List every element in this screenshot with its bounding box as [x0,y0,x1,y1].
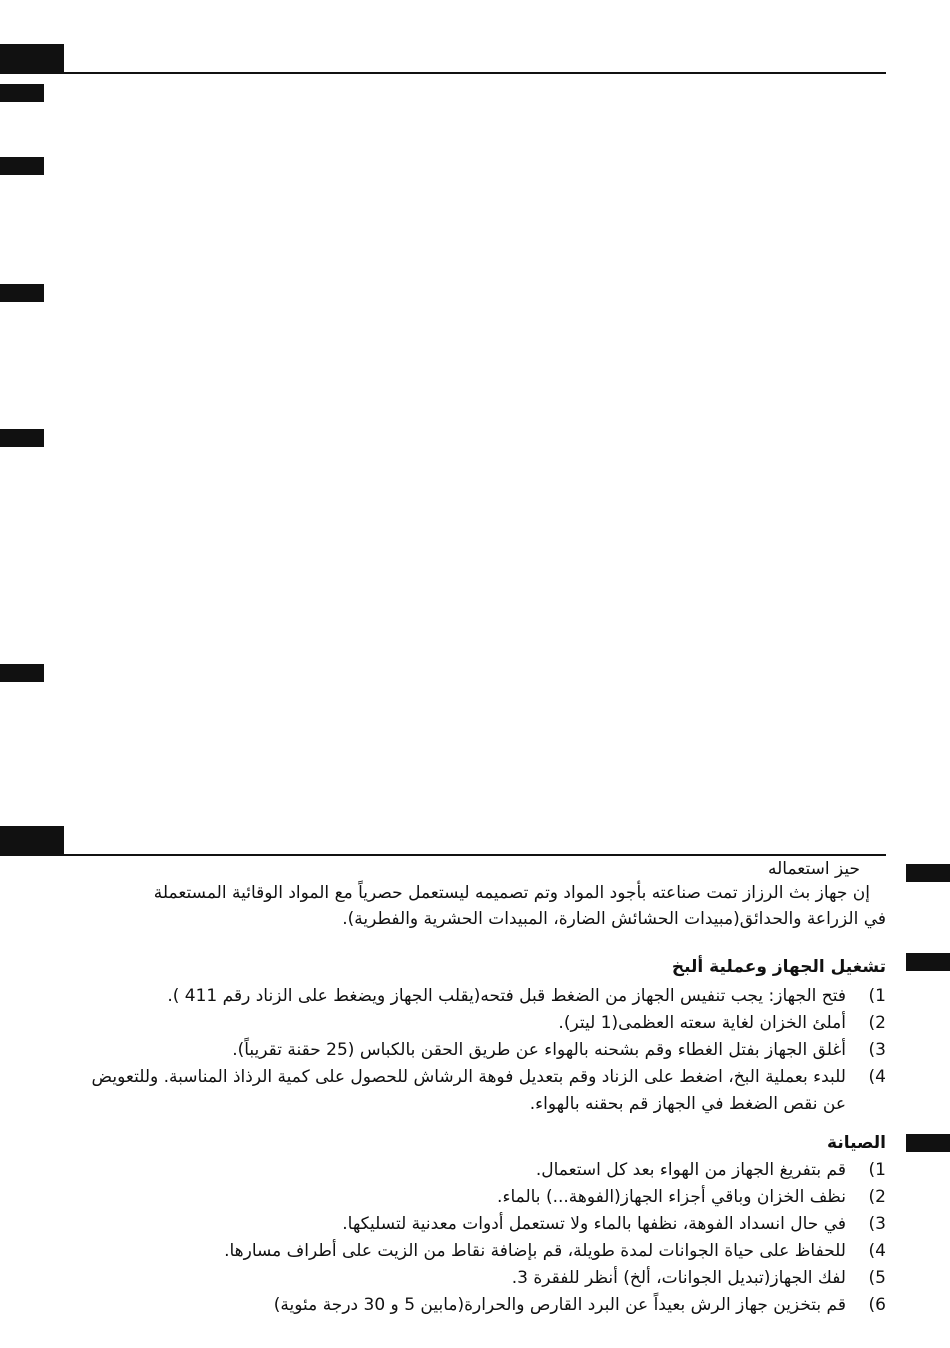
arabic-section-header-block [0,826,64,856]
list-item [66,1037,886,1064]
list-item-text: لفك الجهاز(تبديل الجوانات، ألخ) أنظر للفقرة 3. [511,1268,846,1288]
top-section-rule [64,72,886,74]
list-item [66,1064,886,1118]
list-item [66,1157,886,1184]
list-item-text-continued: عن نقص الضغط في الجهاز قم بحقنه بالهواء. [529,1094,846,1114]
list-item-number: (2 [868,1187,886,1207]
side-marker-5 [0,664,44,682]
list-item-number: (6 [868,1295,886,1315]
list-item-text: قم بتخزين جهاز الرش بعيداً عن البرد القارص والحرارة(مابين 5 و 30 درجة مئوية) [273,1295,846,1315]
list-item [66,1184,886,1211]
list-item [66,1238,886,1265]
list-item-text: أغلق الجهاز بفتل الغطاء وقم بشحنه بالهواء عن طريق الحقن بالكباس (25 حقنة تقريباً). [232,1040,846,1060]
list-item-number: (3 [868,1214,886,1234]
side-marker-1 [0,84,44,102]
list-item [66,1010,886,1037]
top-section-header-block [0,44,64,74]
list-item-number: (1 [868,1160,886,1180]
side-marker-4 [0,429,44,447]
list-item-text: للبدء بعملية البخ، اضغط على الزناد وقم بتعديل فوهة الرشاش للحصول على كمية الرذاذ المناسبة. وللتعويض [91,1067,846,1087]
list-item-text: في حال انسداد الفوهة، نظفها بالماء ولا تستعمل أدوات معدنية لتسليكها. [342,1214,846,1234]
list-item-text: قم بتفريغ الجهاز من الهواء بعد كل استعمال. [535,1160,846,1180]
list-item-text: للحفاظ على حياة الجوانات لمدة طويلة، قم بإضافة نقاط من الزيت على أطراف مسارها. [224,1241,846,1261]
list-item-number: (2 [868,1013,886,1033]
list-item-text: نظف الخزان وباقي أجزاء الجهاز(الفوهة...) بالماء. [497,1187,846,1207]
right-marker-maintenance [906,1134,950,1152]
list-item-number: (1 [868,986,886,1006]
list-item [66,1211,886,1238]
arabic-section-rule [64,854,886,856]
right-marker-usage [906,864,950,882]
list-item [66,1265,886,1292]
maintenance-heading: الصيانة [827,1133,886,1153]
list-item-number: (4 [868,1067,886,1087]
side-marker-3 [0,284,44,302]
operation-heading: تشغيل الجهاز وعملية ألبخ [671,957,886,977]
usage-line-1: إن جهاز بث الرزاز تمت صناعته بأجود المواد وتم تصميمه ليستعمل حصرياً مع المواد الوقائية المستعملة [153,883,870,903]
list-item-number: (3 [868,1040,886,1060]
list-item-text: فتح الجهاز: يجب تنفيس الجهاز من الضغط قبل فتحه(يقلب الجهاز ويضغط على الزناد رقم 411 ). [167,986,846,1006]
list-item [66,1292,886,1319]
maintenance-list [66,1157,886,1319]
list-item-number: (5 [868,1268,886,1288]
right-marker-operation [906,953,950,971]
usage-title: حيز استعماله [767,859,860,879]
side-marker-2 [0,157,44,175]
list-item-number: (4 [868,1241,886,1261]
operation-list [66,983,886,1118]
list-item-text: أملئ الخزان لغاية سعته العظمى(1 ليتر). [558,1013,846,1033]
usage-line-2: في الزراعة والحدائق(مبيدات الحشائش الضارة، المبيدات الحشرية والفطرية). [342,909,886,929]
list-item [66,983,886,1010]
